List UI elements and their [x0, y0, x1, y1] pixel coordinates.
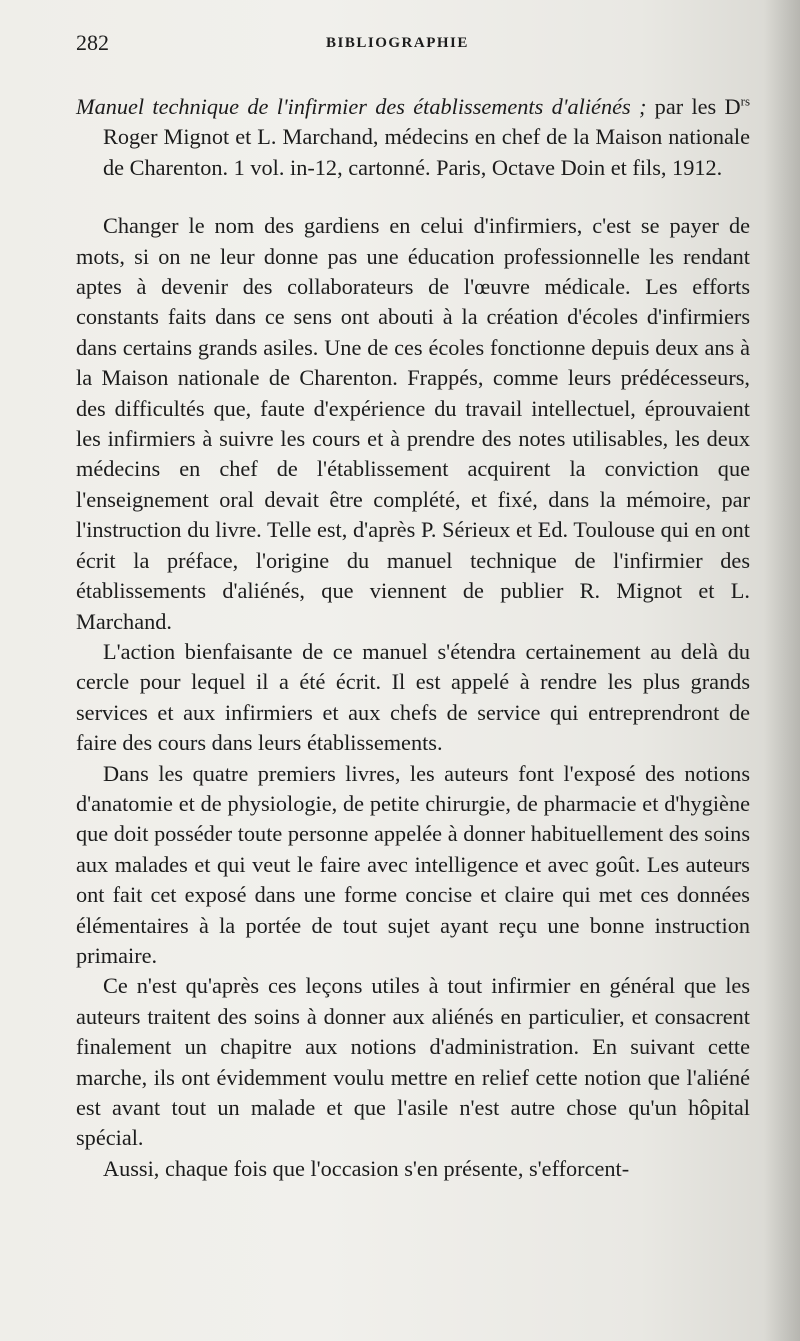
paragraph-1: Changer le nom des gardiens en celui d'infirmiers, c'est se payer de mots, si on ne leur donne pas une éducation professionnelle les rendant aptes à devenir des collaborateurs de l'œuvre médicale. Les efforts constants faits dans ce sens ont abouti à la création d'écoles d'infirmiers dans certains grands asiles. Une de ces écoles fonctionne depuis deux ans à la Maison nationale de Charenton. Frappés, comme leurs prédécesseurs, des difficultés que, faute d'expérience du travail intellectuel, éprouvaient les infirmiers à suivre les cours et à prendre des notes utilisables, les deux médecins en chef de l'établissement acquirent la conviction que l'enseignement oral devait être complété, et fixé, dans la mémoire, par l'instruction du livre. Telle est, d'après P. Sérieux et Ed. Toulouse qui en ont écrit la préface, l'origine du manuel technique de l'infirmier des établissements d'aliénés, que viennent de publier R. Mignot et L. Marchand. [76, 213, 750, 634]
authors-prefix: par les D [646, 94, 741, 119]
bibliographic-reference [76, 92, 750, 183]
authors-details: Roger Mignot et L. Marchand, médecins en chef de la Maison nationale de Charenton. 1 vol. in-12, cartonné. Paris, Octave Doin et fils, 1912. [103, 124, 750, 180]
paragraph-2: L'action bienfaisante de ce manuel s'étendra certainement au delà du cercle pour lequel il a été écrit. Il est appelé à rendre les plus grands services et aux infirmiers et aux chefs de service qui entreprendront de faire des cours dans leurs établissements. [76, 638, 750, 756]
page-edge-shadow [764, 0, 800, 1341]
paragraph-5: Aussi, chaque fois que l'occasion s'en présente, s'efforcent- [103, 1155, 630, 1181]
authors-superscript: rs [740, 93, 750, 109]
book-title: Manuel technique de l'infirmier des établissements d'aliénés ; [76, 94, 647, 119]
page-number: 282 [76, 30, 109, 55]
paragraph-3: Dans les quatre premiers livres, les auteurs font l'exposé des notions d'anatomie et de physiologie, de petite chirurgie, de pharmacie et d'hygiène que doit posséder toute personne appelée à donner habituellement des soins aux malades et qui veut le faire avec intelligence et avec goût. Les auteurs ont fait cet exposé dans une forme concise et claire qui met ces données élémentaires à la portée de tout sujet ayant reçu une bonne instruction primaire. [76, 760, 750, 968]
page-body [76, 92, 750, 1184]
page-header [76, 30, 776, 60]
running-title: BIBLIOGRAPHIE [326, 35, 469, 51]
paragraph-4: Ce n'est qu'après ces leçons utiles à tout infirmier en général que les auteurs traitent des soins à donner aux aliénés en particulier, et consacrent finalement un chapitre aux notions d'administration. En suivant cette marche, ils ont évidemment voulu mettre en relief cette notion que l'aliéné est avant tout un malade et que l'asile n'est autre chose qu'un hôpital spécial. [76, 973, 750, 1151]
